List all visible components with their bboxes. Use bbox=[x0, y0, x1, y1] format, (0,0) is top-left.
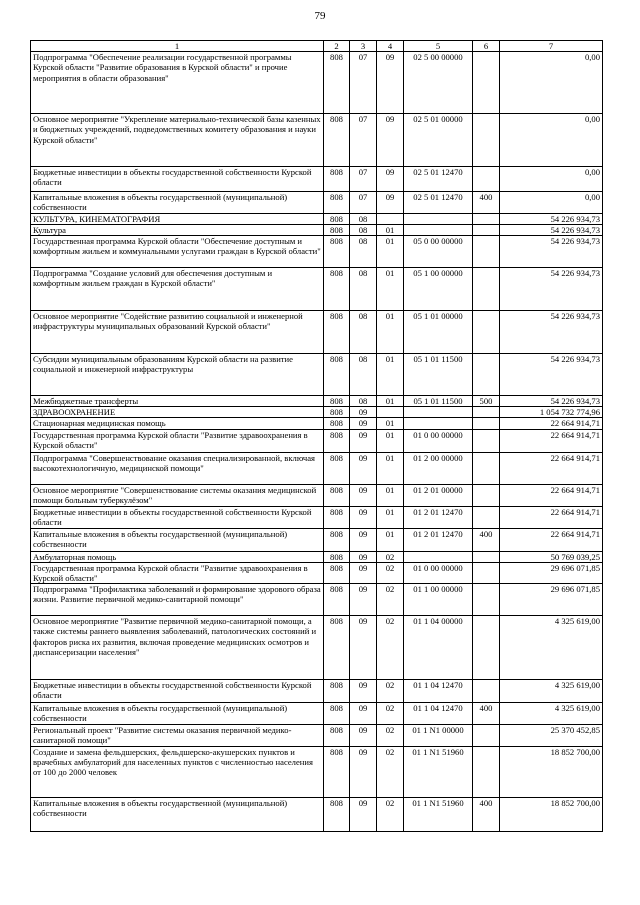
amount-cell: 22 664 914,71 bbox=[500, 528, 603, 551]
table-row bbox=[31, 213, 603, 224]
item-name-cell: Межбюджетные трансферты bbox=[31, 396, 324, 407]
item-name-cell: Основное мероприятие "Развитие первичной медико-санитарной помощи, а также системы раннего выявления заболеваний, патологических состояний и факторов риска их развития, включая проведение медицинских осмотров и диспансеризации населения" bbox=[31, 616, 324, 680]
amount-cell: 54 226 934,73 bbox=[500, 224, 603, 235]
target-article-cell: 05 1 01 11500 bbox=[404, 354, 473, 396]
grbs-code-cell: 808 bbox=[324, 114, 350, 167]
table-row bbox=[31, 484, 603, 506]
item-name-cell: Бюджетные инвестиции в объекты государственной собственности Курской области bbox=[31, 506, 324, 528]
column-number: 3 bbox=[350, 41, 377, 52]
table-row bbox=[31, 236, 603, 268]
amount-cell: 4 325 619,00 bbox=[500, 703, 603, 724]
table-row bbox=[31, 724, 603, 746]
table-row bbox=[31, 418, 603, 429]
amount-cell: 29 696 071,85 bbox=[500, 562, 603, 583]
target-article-cell: 02 5 00 00000 bbox=[404, 52, 473, 114]
subsection-code-cell: 01 bbox=[377, 429, 404, 452]
item-name-cell: Основное мероприятие "Содействие развитию социальной и инженерной инфраструктуры муниципальных образований Курской области" bbox=[31, 311, 324, 354]
section-code-cell: 09 bbox=[350, 484, 377, 506]
budget-table bbox=[30, 40, 603, 832]
column-number-row bbox=[31, 41, 603, 52]
expense-type-cell bbox=[473, 584, 500, 616]
item-name-cell: Подпрограмма "Совершенствование оказания специализированной, включая высокотехнологичную, медицинской помощи" bbox=[31, 452, 324, 484]
target-article-cell: 05 1 01 11500 bbox=[404, 396, 473, 407]
target-article-cell: 01 1 04 12470 bbox=[404, 703, 473, 724]
expense-type-cell bbox=[473, 311, 500, 354]
item-name-cell: Создание и замена фельдшерских, фельдшерско-акушерских пунктов и врачебных амбулаторий для населенных пунктов с численностью населения от 100 до 2000 человек bbox=[31, 746, 324, 797]
expense-type-cell bbox=[473, 452, 500, 484]
table-row bbox=[31, 52, 603, 114]
expense-type-cell bbox=[473, 551, 500, 562]
expense-type-cell bbox=[473, 429, 500, 452]
grbs-code-cell: 808 bbox=[324, 562, 350, 583]
expense-type-cell bbox=[473, 562, 500, 583]
target-article-cell bbox=[404, 551, 473, 562]
subsection-code-cell: 02 bbox=[377, 797, 404, 831]
section-code-cell: 08 bbox=[350, 224, 377, 235]
target-article-cell: 05 0 00 00000 bbox=[404, 236, 473, 268]
amount-cell: 22 664 914,71 bbox=[500, 452, 603, 484]
section-code-cell: 09 bbox=[350, 452, 377, 484]
column-number: 5 bbox=[404, 41, 473, 52]
item-name-cell: Капитальные вложения в объекты государственной (муниципальной) собственности bbox=[31, 528, 324, 551]
grbs-code-cell: 808 bbox=[324, 268, 350, 311]
amount-cell: 22 664 914,71 bbox=[500, 418, 603, 429]
target-article-cell: 01 1 N1 51960 bbox=[404, 797, 473, 831]
table-row bbox=[31, 407, 603, 418]
item-name-cell: Капитальные вложения в объекты государственной (муниципальной) собственности bbox=[31, 192, 324, 213]
grbs-code-cell: 808 bbox=[324, 52, 350, 114]
table-row bbox=[31, 167, 603, 192]
table-row bbox=[31, 797, 603, 831]
section-code-cell: 09 bbox=[350, 418, 377, 429]
subsection-code-cell: 02 bbox=[377, 703, 404, 724]
section-code-cell: 08 bbox=[350, 213, 377, 224]
expense-type-cell: 500 bbox=[473, 396, 500, 407]
amount-cell: 18 852 700,00 bbox=[500, 797, 603, 831]
target-article-cell: 05 1 01 00000 bbox=[404, 311, 473, 354]
grbs-code-cell: 808 bbox=[324, 213, 350, 224]
expense-type-cell: 400 bbox=[473, 703, 500, 724]
grbs-code-cell: 808 bbox=[324, 236, 350, 268]
item-name-cell: Подпрограмма "Обеспечение реализации государственной программы Курской области "Развитие образования в Курской области" и прочие мероприятия в области образования" bbox=[31, 52, 324, 114]
section-code-cell: 09 bbox=[350, 407, 377, 418]
target-article-cell: 01 1 00 00000 bbox=[404, 584, 473, 616]
expense-type-cell bbox=[473, 268, 500, 311]
target-article-cell: 01 2 01 12470 bbox=[404, 528, 473, 551]
expense-type-cell bbox=[473, 724, 500, 746]
table-row bbox=[31, 396, 603, 407]
column-number: 6 bbox=[473, 41, 500, 52]
grbs-code-cell: 808 bbox=[324, 167, 350, 192]
subsection-code-cell: 09 bbox=[377, 192, 404, 213]
amount-cell: 54 226 934,73 bbox=[500, 396, 603, 407]
subsection-code-cell: 01 bbox=[377, 528, 404, 551]
table-row bbox=[31, 114, 603, 167]
table-row bbox=[31, 452, 603, 484]
subsection-code-cell: 02 bbox=[377, 680, 404, 703]
table-row bbox=[31, 506, 603, 528]
subsection-code-cell: 02 bbox=[377, 616, 404, 680]
section-code-cell: 09 bbox=[350, 506, 377, 528]
page-number: 79 bbox=[314, 10, 326, 22]
target-article-cell: 05 1 00 00000 bbox=[404, 268, 473, 311]
section-code-cell: 08 bbox=[350, 311, 377, 354]
grbs-code-cell: 808 bbox=[324, 528, 350, 551]
section-code-cell: 09 bbox=[350, 562, 377, 583]
expense-type-cell bbox=[473, 616, 500, 680]
table-row bbox=[31, 703, 603, 724]
expense-type-cell bbox=[473, 236, 500, 268]
expense-type-cell bbox=[473, 167, 500, 192]
subsection-code-cell: 02 bbox=[377, 551, 404, 562]
amount-cell: 22 664 914,71 bbox=[500, 484, 603, 506]
table-row bbox=[31, 192, 603, 213]
table-row bbox=[31, 354, 603, 396]
amount-cell: 4 325 619,00 bbox=[500, 616, 603, 680]
amount-cell: 54 226 934,73 bbox=[500, 311, 603, 354]
target-article-cell: 02 5 01 12470 bbox=[404, 167, 473, 192]
target-article-cell: 01 1 N1 51960 bbox=[404, 746, 473, 797]
expense-type-cell bbox=[473, 52, 500, 114]
item-name-cell: Государственная программа Курской области "Обеспечение доступным и комфортным жильем и коммунальными услугами граждан в Курской области" bbox=[31, 236, 324, 268]
table-row bbox=[31, 746, 603, 797]
grbs-code-cell: 808 bbox=[324, 484, 350, 506]
subsection-code-cell: 09 bbox=[377, 52, 404, 114]
item-name-cell: Капитальные вложения в объекты государственной (муниципальной) собственности bbox=[31, 797, 324, 831]
grbs-code-cell: 808 bbox=[324, 429, 350, 452]
item-name-cell: КУЛЬТУРА, КИНЕМАТОГРАФИЯ bbox=[31, 213, 324, 224]
item-name-cell: Основное мероприятие "Укрепление материально-технической базы казенных и бюджетных учреждений, подведомственных комитету образования и науки Курской области" bbox=[31, 114, 324, 167]
grbs-code-cell: 808 bbox=[324, 407, 350, 418]
expense-type-cell: 400 bbox=[473, 192, 500, 213]
amount-cell: 0,00 bbox=[500, 167, 603, 192]
section-code-cell: 09 bbox=[350, 797, 377, 831]
target-article-cell: 01 0 00 00000 bbox=[404, 429, 473, 452]
expense-type-cell bbox=[473, 407, 500, 418]
expense-type-cell bbox=[473, 680, 500, 703]
target-article-cell: 01 2 01 00000 bbox=[404, 484, 473, 506]
subsection-code-cell: 01 bbox=[377, 354, 404, 396]
table-row bbox=[31, 311, 603, 354]
subsection-code-cell: 01 bbox=[377, 268, 404, 311]
item-name-cell: Стационарная медицинская помощь bbox=[31, 418, 324, 429]
target-article-cell bbox=[404, 224, 473, 235]
section-code-cell: 07 bbox=[350, 114, 377, 167]
item-name-cell: Субсидии муниципальным образованиям Курской области на развитие социальной и инженерной инфраструктуры bbox=[31, 354, 324, 396]
subsection-code-cell: 09 bbox=[377, 114, 404, 167]
amount-cell: 18 852 700,00 bbox=[500, 746, 603, 797]
item-name-cell: ЗДРАВООХРАНЕНИЕ bbox=[31, 407, 324, 418]
table-row bbox=[31, 551, 603, 562]
expense-type-cell bbox=[473, 746, 500, 797]
expense-type-cell bbox=[473, 114, 500, 167]
expense-type-cell bbox=[473, 224, 500, 235]
subsection-code-cell: 01 bbox=[377, 506, 404, 528]
section-code-cell: 09 bbox=[350, 616, 377, 680]
amount-cell: 0,00 bbox=[500, 192, 603, 213]
amount-cell: 0,00 bbox=[500, 52, 603, 114]
target-article-cell: 01 0 00 00000 bbox=[404, 562, 473, 583]
grbs-code-cell: 808 bbox=[324, 703, 350, 724]
target-article-cell: 01 2 00 00000 bbox=[404, 452, 473, 484]
column-number: 1 bbox=[31, 41, 324, 52]
amount-cell: 54 226 934,73 bbox=[500, 268, 603, 311]
grbs-code-cell: 808 bbox=[324, 724, 350, 746]
target-article-cell: 01 1 N1 00000 bbox=[404, 724, 473, 746]
section-code-cell: 08 bbox=[350, 396, 377, 407]
section-code-cell: 09 bbox=[350, 680, 377, 703]
amount-cell: 29 696 071,85 bbox=[500, 584, 603, 616]
grbs-code-cell: 808 bbox=[324, 418, 350, 429]
amount-cell: 4 325 619,00 bbox=[500, 680, 603, 703]
subsection-code-cell bbox=[377, 407, 404, 418]
subsection-code-cell: 01 bbox=[377, 484, 404, 506]
amount-cell: 0,00 bbox=[500, 114, 603, 167]
grbs-code-cell: 808 bbox=[324, 680, 350, 703]
table-row bbox=[31, 562, 603, 583]
column-number: 4 bbox=[377, 41, 404, 52]
target-article-cell: 01 1 04 00000 bbox=[404, 616, 473, 680]
subsection-code-cell bbox=[377, 213, 404, 224]
table-row bbox=[31, 616, 603, 680]
amount-cell: 54 226 934,73 bbox=[500, 354, 603, 396]
target-article-cell bbox=[404, 407, 473, 418]
section-code-cell: 09 bbox=[350, 724, 377, 746]
amount-cell: 50 769 039,25 bbox=[500, 551, 603, 562]
expense-type-cell bbox=[473, 506, 500, 528]
target-article-cell: 01 2 01 12470 bbox=[404, 506, 473, 528]
section-code-cell: 08 bbox=[350, 236, 377, 268]
grbs-code-cell: 808 bbox=[324, 396, 350, 407]
grbs-code-cell: 808 bbox=[324, 354, 350, 396]
grbs-code-cell: 808 bbox=[324, 224, 350, 235]
subsection-code-cell: 01 bbox=[377, 236, 404, 268]
item-name-cell: Государственная программа Курской области "Развитие здравоохранения в Курской области" bbox=[31, 429, 324, 452]
section-code-cell: 07 bbox=[350, 52, 377, 114]
target-article-cell: 01 1 04 12470 bbox=[404, 680, 473, 703]
table-row bbox=[31, 584, 603, 616]
table-row bbox=[31, 680, 603, 703]
table-row bbox=[31, 268, 603, 311]
section-code-cell: 09 bbox=[350, 551, 377, 562]
amount-cell: 22 664 914,71 bbox=[500, 506, 603, 528]
amount-cell: 54 226 934,73 bbox=[500, 213, 603, 224]
target-article-cell: 02 5 01 00000 bbox=[404, 114, 473, 167]
section-code-cell: 09 bbox=[350, 429, 377, 452]
column-number: 7 bbox=[500, 41, 603, 52]
section-code-cell: 09 bbox=[350, 746, 377, 797]
table-row bbox=[31, 224, 603, 235]
table-row bbox=[31, 429, 603, 452]
expense-type-cell bbox=[473, 418, 500, 429]
subsection-code-cell: 02 bbox=[377, 746, 404, 797]
section-code-cell: 09 bbox=[350, 703, 377, 724]
subsection-code-cell: 02 bbox=[377, 584, 404, 616]
subsection-code-cell: 01 bbox=[377, 452, 404, 484]
item-name-cell: Амбулаторная помощь bbox=[31, 551, 324, 562]
item-name-cell: Подпрограмма "Создание условий для обеспечения доступным и комфортным жильем граждан в Курской области" bbox=[31, 268, 324, 311]
section-code-cell: 09 bbox=[350, 528, 377, 551]
table-row bbox=[31, 528, 603, 551]
grbs-code-cell: 808 bbox=[324, 797, 350, 831]
item-name-cell: Бюджетные инвестиции в объекты государственной собственности Курской области bbox=[31, 680, 324, 703]
subsection-code-cell: 01 bbox=[377, 224, 404, 235]
item-name-cell: Государственная программа Курской области "Развитие здравоохранения в Курской области" bbox=[31, 562, 324, 583]
column-number: 2 bbox=[324, 41, 350, 52]
grbs-code-cell: 808 bbox=[324, 584, 350, 616]
subsection-code-cell: 01 bbox=[377, 418, 404, 429]
expense-type-cell: 400 bbox=[473, 797, 500, 831]
amount-cell: 54 226 934,73 bbox=[500, 236, 603, 268]
item-name-cell: Основное мероприятие "Совершенствование системы оказания медицинской помощи больным туберкулёзом" bbox=[31, 484, 324, 506]
item-name-cell: Капитальные вложения в объекты государственной (муниципальной) собственности bbox=[31, 703, 324, 724]
subsection-code-cell: 01 bbox=[377, 311, 404, 354]
expense-type-cell bbox=[473, 213, 500, 224]
grbs-code-cell: 808 bbox=[324, 311, 350, 354]
expense-type-cell: 400 bbox=[473, 528, 500, 551]
grbs-code-cell: 808 bbox=[324, 506, 350, 528]
grbs-code-cell: 808 bbox=[324, 616, 350, 680]
subsection-code-cell: 09 bbox=[377, 167, 404, 192]
section-code-cell: 09 bbox=[350, 584, 377, 616]
subsection-code-cell: 01 bbox=[377, 396, 404, 407]
item-name-cell: Бюджетные инвестиции в объекты государственной собственности Курской области bbox=[31, 167, 324, 192]
amount-cell: 22 664 914,71 bbox=[500, 429, 603, 452]
section-code-cell: 08 bbox=[350, 268, 377, 311]
section-code-cell: 08 bbox=[350, 354, 377, 396]
target-article-cell bbox=[404, 213, 473, 224]
expense-type-cell bbox=[473, 354, 500, 396]
subsection-code-cell: 02 bbox=[377, 724, 404, 746]
amount-cell: 25 370 452,85 bbox=[500, 724, 603, 746]
expense-type-cell bbox=[473, 484, 500, 506]
subsection-code-cell: 02 bbox=[377, 562, 404, 583]
item-name-cell: Культура bbox=[31, 224, 324, 235]
grbs-code-cell: 808 bbox=[324, 551, 350, 562]
target-article-cell bbox=[404, 418, 473, 429]
item-name-cell: Региональный проект "Развитие системы оказания первичной медико-санитарной помощи" bbox=[31, 724, 324, 746]
grbs-code-cell: 808 bbox=[324, 452, 350, 484]
section-code-cell: 07 bbox=[350, 192, 377, 213]
target-article-cell: 02 5 01 12470 bbox=[404, 192, 473, 213]
amount-cell: 1 054 732 774,96 bbox=[500, 407, 603, 418]
item-name-cell: Подпрограмма "Профилактика заболеваний и формирование здорового образа жизни. Развитие первичной медико-санитарной помощи" bbox=[31, 584, 324, 616]
section-code-cell: 07 bbox=[350, 167, 377, 192]
grbs-code-cell: 808 bbox=[324, 192, 350, 213]
grbs-code-cell: 808 bbox=[324, 746, 350, 797]
